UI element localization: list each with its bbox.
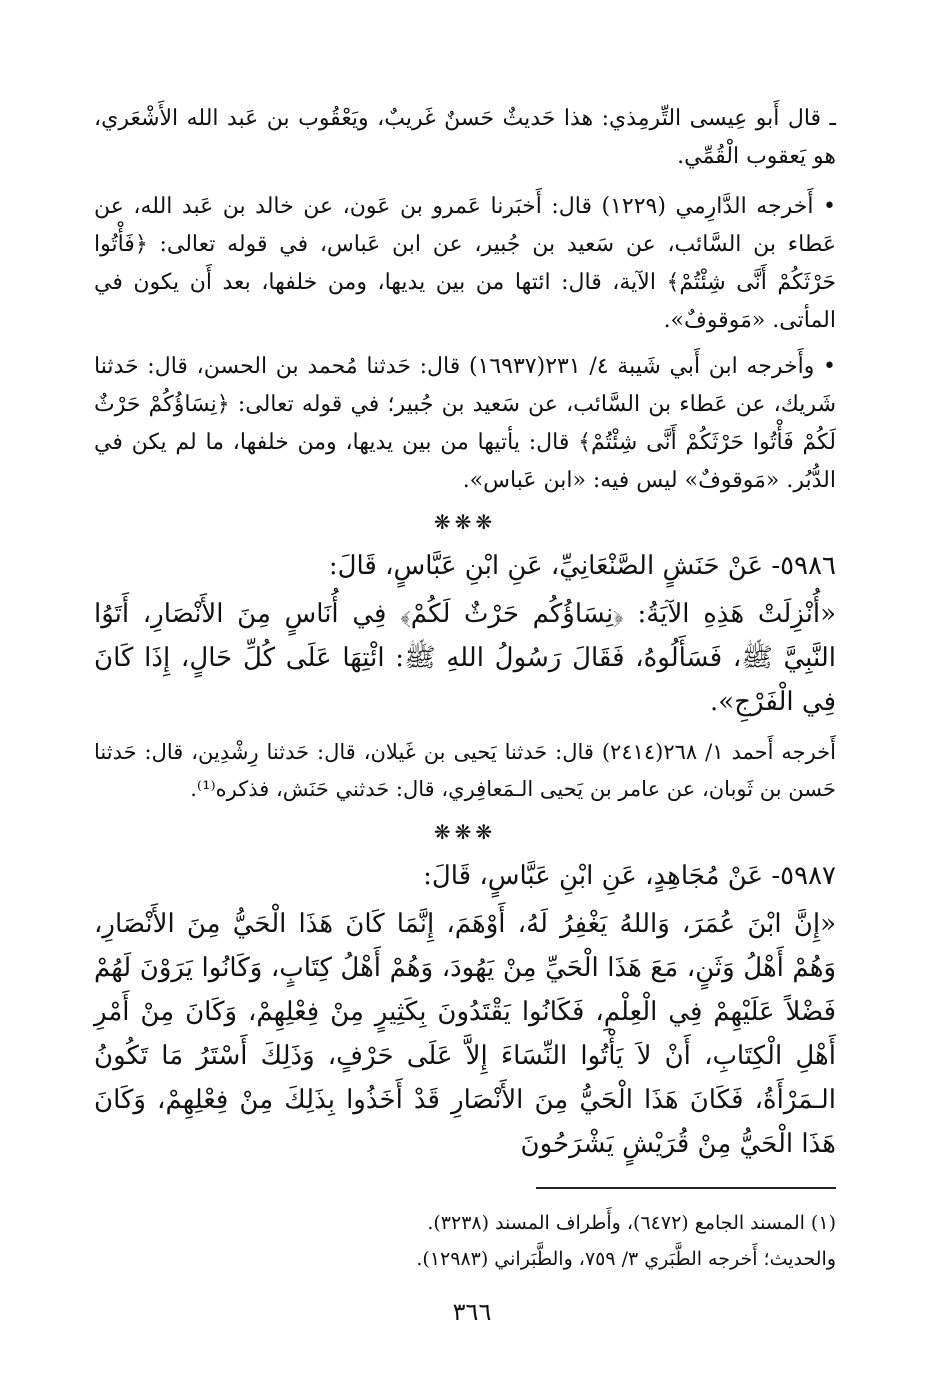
footnote-divider [536, 1187, 836, 1189]
hadith-5987-heading: ٥٩٨٧- عَنْ مُجَاهِدٍ، عَنِ ابْنِ عَبَّاسٍ، قَالَ: [423, 861, 836, 891]
footnotes [94, 1205, 836, 1277]
section-separator: ❋❋❋ [433, 510, 497, 534]
page-number: ٣٦٦ [452, 1298, 492, 1326]
footnote-1: (١) المسند الجامع (٦٤٧٢)، وأَطراف المسند (٣٢٣٨). [427, 1212, 836, 1234]
footnote-2: والحديث؛ أَخرجه الطَّبَري ٣/ ٧٥٩، والطَّبَراني (١٢٩٨٣). [416, 1248, 836, 1270]
hadith-5986-text: «أُنْزِلَتْ هَذِهِ الآيَةُ: ﴿نِسَاؤُكُم حَرْثٌ لَكُمْ﴾ فِي أُنَاسٍ مِنَ الأَنْصَارِ، أَتَوُا النَّبِيَّ ﷺ، فَسَأَلُوهُ، فَقَالَ رَسُولُ اللهِ ﷺ: ائْتِهَا عَلَى كُلِّ حَالٍ، إِذَا كَانَ فِي الْفَرْجِ». [94, 599, 836, 717]
section-separator: ❋❋❋ [433, 820, 497, 844]
darimi-takhrij: • أَخرجه الدَّارِمي (١٢٢٩) قال: أَخبَرنا عَمرو بن عَون، عن خالد بن عَبد الله، عن عَطاء بن السَّائب، عن سَعيد بن جُبير، عن ابن عَباس، في قوله تعالى: ﴿فَأْتُوا حَرْثَكُمْ أَنَّى شِئْتُمْ﴾ الآية، قال: ائتها من بين يديها، ومن خلفها، بعد أَن يكون في المأتى. «مَوقوفٌ». [94, 194, 836, 333]
hadith-5986-takhrij: أَخرجه أَحمد ١/ ٢٦٨(٢٤١٤) قال: حَدثنا يَحيى بن غَيلان، قال: حَدثنا رِشْدِين، قال: حَدثنا حَسن بن ثَوبان، عن عامر بن يَحيى الـمَعافِري، قال: حَدثني حَنَش، فذكره⁽¹⁾. [94, 740, 836, 801]
tirmidhi-comment: ـ قال أَبو عِيسى التِّرمِذي: هذا حَديثٌ حَسنٌ غَريبٌ، ويَعْقُوب بن عَبد الله الأَشْعَري، هو يَعقوب الْقُمِّي. [94, 106, 836, 169]
ibn-abi-shaybah-takhrij: • وأَخرجه ابن أَبي شَيبة ٤/ ٢٣١(١٦٩٣٧) قال: حَدثنا مُحمد بن الحسن، قال: حَدثنا شَريك، عن عَطاء بن السَّائب، عن سَعيد بن جُبير؛ في قوله تعالى: ﴿نِسَاؤُكُمْ حَرْثٌ لَكُمْ فَأْتُوا حَرْثَكُمْ أَنَّى شِئْتُمْ﴾ قال: يأتيها من بين يديها، ومن خلفها، ما لم يكن في الدُّبُر. «مَوقوفٌ» ليس فيه: «ابن عَباس». [94, 354, 836, 493]
hadith-5986-heading: ٥٩٨٦- عَنْ حَنَشٍ الصَّنْعَانِيِّ، عَنِ ابْنِ عَبَّاسٍ، قَالَ: [328, 551, 836, 581]
hadith-5987-text: «إِنَّ ابْنَ عُمَرَ، وَاللهُ يَغْفِرُ لَهُ، أَوْهَمَ، إِنَّمَا كَانَ هَذَا الْحَيُّ مِنَ الأَنْصَارِ، وَهُمْ أَهْلُ وَثَنٍ، مَعَ هَذَا الْحَيِّ مِنْ يَهُودَ، وَهُمْ أَهْلُ كِتَابٍ، وَكَانُوا يَرَوْنَ لَهُمْ فَضْلاً عَلَيْهِمْ فِي الْعِلْمِ، فَكَانُوا يَقْتَدُونَ بِكَثِيرٍ مِنْ فِعْلِهِمْ، وَكَانَ مِنْ أَمْرِ أَهْلِ الْكِتَابِ، أَنْ لاَ يَأْتُوا النِّسَاءَ إِلاَّ عَلَى حَرْفٍ، وَذَلِكَ أَسْتَرُ مَا تَكُونُ الـمَرْأَةُ، فَكَانَ هَذَا الْحَيُّ مِنَ الأَنْصَارِ قَدْ أَخَذُوا بِذَلِكَ مِنْ فِعْلِهِمْ، وَكَانَ هَذَا الْحَيُّ مِنْ قُرَيْشٍ يَشْرَحُونَ [94, 909, 836, 1159]
